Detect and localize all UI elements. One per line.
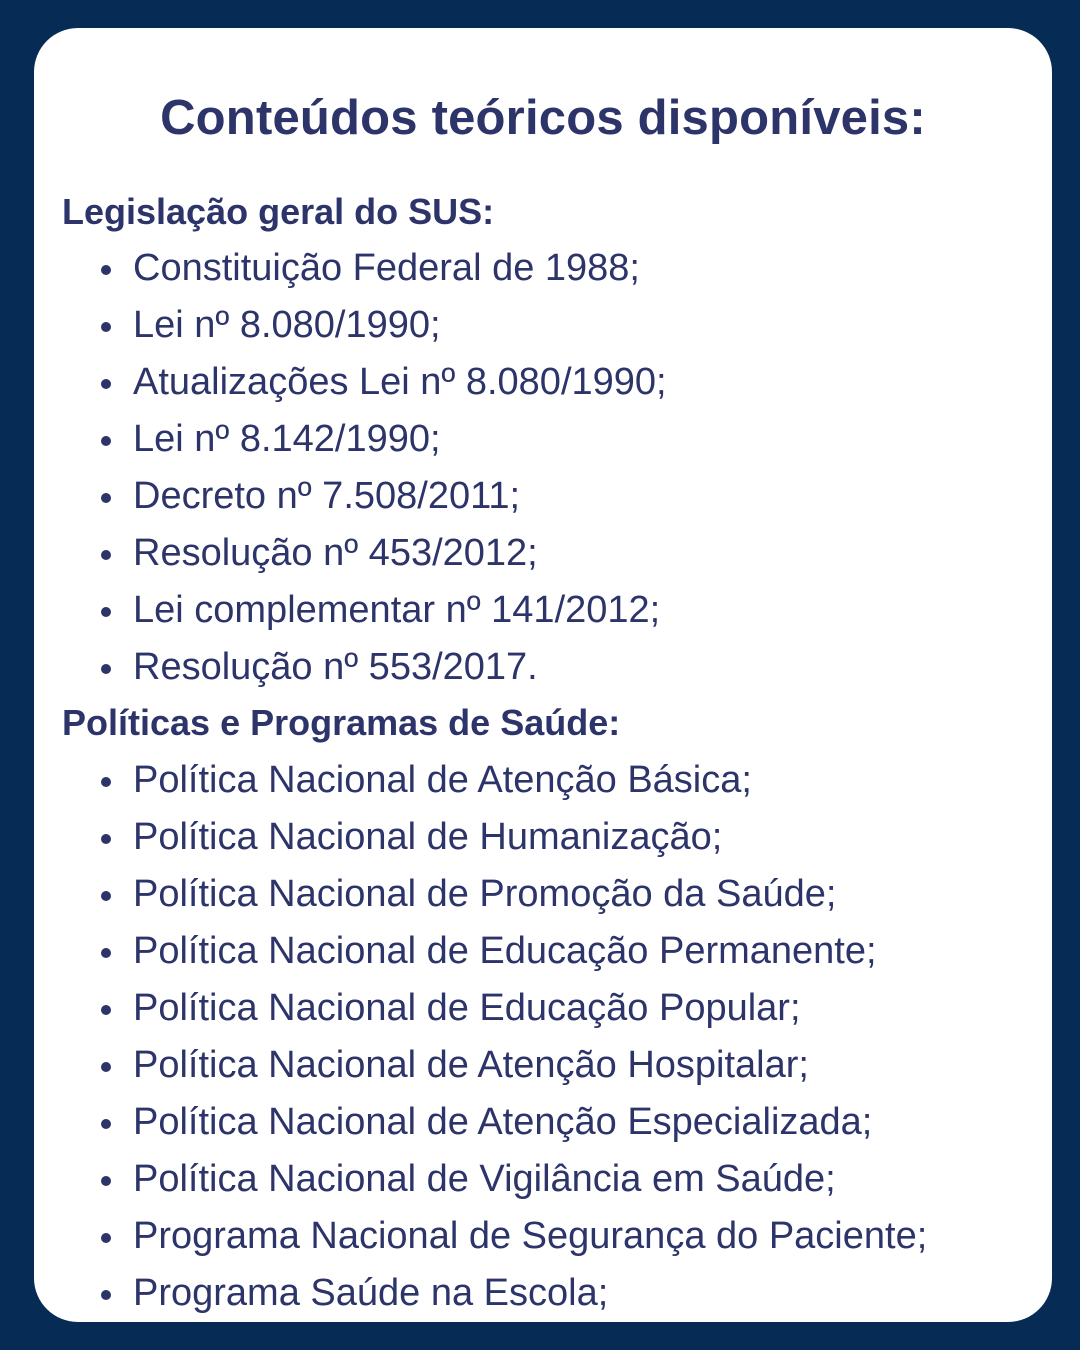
list-item-label: Política Nacional de Educação Popular;	[133, 987, 801, 1029]
bullet-icon	[101, 1290, 111, 1300]
bullet-icon	[101, 550, 111, 560]
list-item-label: Lei nº 8.080/1990;	[133, 304, 441, 346]
bullet-icon	[101, 607, 111, 617]
list-item-label: Política Nacional de Promoção da Saúde;	[133, 873, 837, 915]
list-item-label: Resolução nº 553/2017.	[133, 646, 538, 688]
bullet-icon	[101, 379, 111, 389]
bullet-icon	[101, 777, 111, 787]
list-item-label: Política Nacional de Atenção Especializada;	[133, 1101, 873, 1143]
bullet-icon	[101, 891, 111, 901]
list-item-label: Lei complementar nº 141/2012;	[133, 589, 661, 631]
list-item-label: Política Nacional de Atenção Hospitalar;	[133, 1044, 809, 1086]
content-card	[34, 28, 1052, 1322]
list-item-label: Política Nacional de Atenção Básica;	[133, 759, 752, 801]
bullet-icon	[101, 664, 111, 674]
page-title: Conteúdos teóricos disponíveis:	[160, 91, 926, 145]
list-item-label: Política Nacional de Humanização;	[133, 816, 723, 858]
bullet-icon	[101, 322, 111, 332]
bullet-icon	[101, 265, 111, 275]
list-item-label: Programa Saúde na Escola;	[133, 1272, 609, 1314]
bullet-icon	[101, 1119, 111, 1129]
list-item-label: Política Nacional de Educação Permanente;	[133, 930, 877, 972]
list-item-label: Programa Nacional de Segurança do Paciente;	[133, 1215, 928, 1257]
list-item-label: Resolução nº 453/2012;	[133, 532, 538, 574]
bullet-icon	[101, 948, 111, 958]
bullet-icon	[101, 1233, 111, 1243]
section-heading-politicas: Políticas e Programas de Saúde:	[62, 702, 621, 743]
bullet-icon	[101, 1005, 111, 1015]
bullet-icon	[101, 834, 111, 844]
list-item-label: Constituição Federal de 1988;	[133, 247, 640, 289]
list-item-label: Decreto nº 7.508/2011;	[133, 475, 521, 517]
bullet-icon	[101, 1176, 111, 1186]
bullet-icon	[101, 436, 111, 446]
section-heading-legislacao: Legislação geral do SUS:	[62, 191, 495, 232]
list-item-label: Política Nacional de Vigilância em Saúde;	[133, 1158, 836, 1200]
bullet-icon	[101, 493, 111, 503]
list-item-label: Atualizações Lei nº 8.080/1990;	[133, 361, 667, 403]
list-item-label: Lei nº 8.142/1990;	[133, 418, 441, 460]
bullet-icon	[101, 1062, 111, 1072]
